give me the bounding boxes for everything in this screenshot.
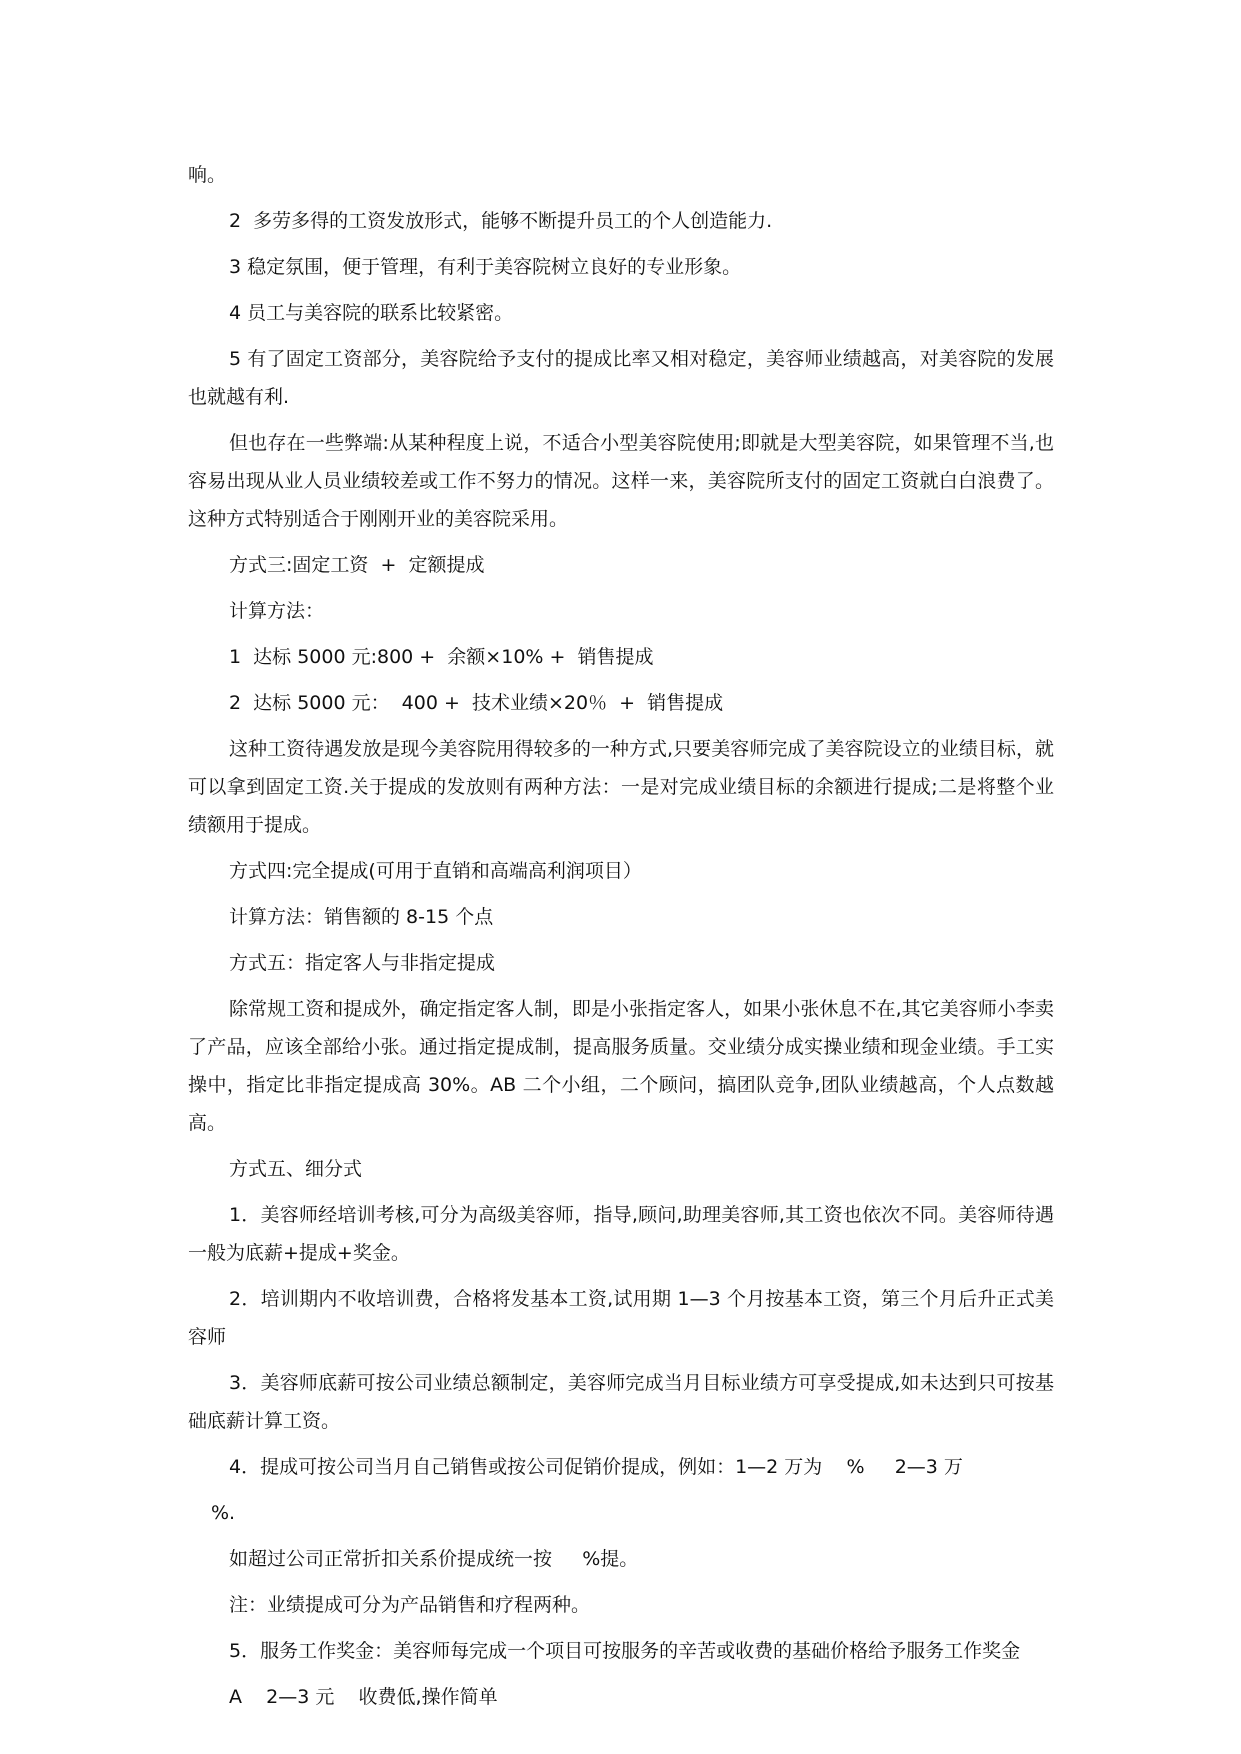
paragraph: %. <box>211 1502 236 1524</box>
paragraph: 响。 <box>188 164 227 186</box>
paragraph: 2 达标 5000 元： 400 + 技术业绩×20％ + 销售提成 <box>229 692 724 714</box>
paragraph: 3 稳定氛围，便于管理，有利于美容院树立良好的专业形象。 <box>229 256 742 278</box>
paragraph: A 2—3 元 收费低,操作简单 <box>229 1686 498 1708</box>
paragraph: 方式五、细分式 <box>229 1158 363 1180</box>
paragraph: 4．提成可按公司当月自己销售或按公司促销价提成，例如：1—2 万为 % 2—3 万 <box>229 1456 963 1478</box>
paragraph: 这种工资待遇发放是现今美容院用得较多的一种方式,只要美容师完成了美容院设立的业绩目标，就可以拿到固定工资.关于提成的发放则有两种方法：一是对完成业绩目标的余额进行提成;二是将整个业绩额用于提成。 <box>188 738 1054 836</box>
paragraph: 2．培训期内不收培训费，合格将发基本工资,试用期 1—3 个月按基本工资，第三个月后升正式美容师 <box>188 1288 1054 1348</box>
paragraph: 1 达标 5000 元:800 + 余额×10% + 销售提成 <box>229 646 654 668</box>
paragraph: 方式四:完全提成(可用于直销和高端高利润项目） <box>229 860 642 882</box>
paragraph: 计算方法： <box>229 600 325 622</box>
paragraph: 2 多劳多得的工资发放形式，能够不断提升员工的个人创造能力. <box>229 210 773 232</box>
paragraph: 除常规工资和提成外，确定指定客人制，即是小张指定客人，如果小张休息不在,其它美容师小李卖了产品，应该全部给小张。通过指定提成制，提高服务质量。交业绩分成实操业绩和现金业绩。手工实操中，指定比非指定提成高 30%。AB 二个小组，二个顾问，搞团队竞争,团队业绩越高，个人点数越高。 <box>188 998 1054 1134</box>
paragraph: 5 有了固定工资部分，美容院给予支付的提成比率又相对稳定，美容师业绩越高，对美容院的发展也就越有利. <box>188 348 1054 408</box>
paragraph: 计算方法：销售额的 8-15 个点 <box>229 906 494 928</box>
document-body <box>188 156 1054 1724</box>
paragraph: 4 员工与美容院的联系比较紧密。 <box>229 302 514 324</box>
paragraph: 如超过公司正常折扣关系价提成统一按 %提。 <box>229 1548 639 1570</box>
paragraph: 注：业绩提成可分为产品销售和疗程两种。 <box>229 1594 591 1616</box>
paragraph: 3．美容师底薪可按公司业绩总额制定，美容师完成当月目标业绩方可享受提成,如未达到只可按基础底薪计算工资。 <box>188 1372 1054 1432</box>
paragraph: 方式五：指定客人与非指定提成 <box>229 952 496 974</box>
paragraph: 方式三:固定工资 + 定额提成 <box>229 554 485 576</box>
paragraph: 但也存在一些弊端:从某种程度上说，不适合小型美容院使用;即就是大型美容院，如果管理不当,也容易出现从业人员业绩较差或工作不努力的情况。这样一来，美容院所支付的固定工资就白白浪费了。这种方式特别适合于刚刚开业的美容院采用。 <box>188 432 1054 530</box>
paragraph: 1．美容师经培训考核,可分为高级美容师，指导,顾问,助理美容师,其工资也依次不同。美容师待遇一般为底薪+提成+奖金。 <box>188 1204 1054 1264</box>
paragraph: 5．服务工作奖金：美容师每完成一个项目可按服务的辛苦或收费的基础价格给予服务工作奖金 <box>229 1640 1021 1662</box>
